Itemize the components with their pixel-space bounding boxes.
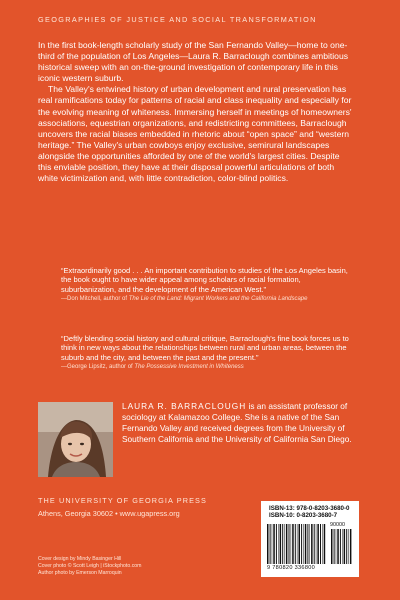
barcode-bar — [317, 524, 319, 564]
author-portrait-illustration — [38, 402, 113, 477]
credit-line: Author photo by Emerson Marroquin — [38, 570, 122, 576]
barcode-bar — [267, 524, 269, 564]
barcode-bar — [340, 529, 341, 564]
barcode-bar — [278, 524, 279, 564]
quote-attribution-prefix: —Don Mitchell, author of — [61, 295, 128, 302]
barcode-digits: 9 780820 336800 — [267, 565, 316, 571]
barcode-bar — [310, 524, 311, 564]
barcode-bar — [314, 524, 315, 564]
barcode-bar — [337, 529, 339, 564]
barcode-bar — [336, 529, 337, 564]
quote-attribution — [61, 295, 357, 303]
quote-attribution-book: The Possessive Investment in Whiteness — [134, 363, 244, 370]
publisher-address: Athens, Georgia 30602 • www.ugapress.org — [38, 509, 180, 518]
book-description — [38, 40, 354, 184]
barcode-bar — [299, 524, 301, 564]
isbn-13: ISBN-13: 978-0-8203-3680-0 — [269, 505, 350, 512]
barcode-bar — [331, 529, 333, 564]
endorsement-quote-2 — [61, 334, 357, 371]
barcode-bar — [295, 524, 296, 564]
barcode-bar — [301, 524, 302, 564]
barcode-bar — [280, 524, 282, 564]
barcode-bar — [291, 524, 292, 564]
barcode-bar — [320, 524, 321, 564]
quote-attribution — [61, 363, 357, 371]
author-name: LAURA R. BARRACLOUGH — [122, 401, 247, 411]
barcode-bar — [297, 524, 298, 564]
barcode-bar — [307, 524, 308, 564]
barcode-bar — [348, 529, 349, 564]
barcode-bar — [292, 524, 294, 564]
barcode-bar — [346, 529, 347, 564]
barcode-bar — [272, 524, 273, 564]
barcode-bar — [273, 524, 275, 564]
cover-credits — [38, 556, 198, 577]
barcode-bar — [334, 529, 335, 564]
price-addon-number: 90000 — [330, 522, 345, 528]
series-title: GEOGRAPHIES OF JUSTICE AND SOCIAL TRANSFORMATION — [38, 15, 317, 24]
quote-text: “Extraordinarily good . . . An important contribution to studies of the Los Angeles basin, the book ought to have wider appeal among scholars of racial formation, suburbanization, and the development of the American West.” — [61, 266, 348, 294]
author-bio — [122, 401, 356, 445]
barcode-bar — [270, 524, 271, 564]
isbn-barcode-block — [261, 501, 359, 577]
barcode-bar — [305, 524, 307, 564]
credit-line: Cover photo © Scott Leigh | iStockphoto.com — [38, 563, 142, 569]
addon-barcode-icon — [331, 529, 353, 564]
barcode-bar — [350, 529, 352, 564]
barcode-bar — [289, 524, 290, 564]
isbn-10: ISBN-10: 0-8203-3680-7 — [269, 512, 338, 519]
barcode-bar — [284, 524, 285, 564]
publisher-name: THE UNIVERSITY OF GEORGIA PRESS — [38, 496, 207, 505]
barcode-bar — [344, 529, 346, 564]
author-photo — [38, 402, 113, 477]
quote-attribution-prefix: —George Lipsitz, author of — [61, 363, 133, 370]
author-bio-text: is an assistant professor of sociology at Kalamazoo College. She is a native of the San Fernando Valley and received degrees from the University of Southern California and the University of California San Diego. — [122, 401, 352, 444]
barcode-bar — [342, 529, 343, 564]
endorsement-quote-1 — [61, 266, 357, 303]
barcode-bar — [286, 524, 288, 564]
barcode-bar — [276, 524, 277, 564]
barcode-bar — [316, 524, 317, 564]
barcode-bar — [311, 524, 313, 564]
barcode-bar — [322, 524, 323, 564]
credit-line: Cover design by Mindy Basinger Hill — [38, 556, 122, 562]
description-paragraph-1: In the first book-length scholarly study of the San Fernando Valley—home to one-third of the population of Los Angeles—Laura R. Barraclough combines ambitious historical sweep with an on-the-ground investigation of contemporary life in this iconic western suburb. — [38, 40, 349, 84]
barcode-icon — [267, 524, 327, 564]
description-paragraph-2: The Valley's entwined history of urban development and rural preservation has real ramifications today for patterns of racial and class inequality and especially for the evolving meaning of whiteness. Immersing herself in meetings of homeowners' associations, equestrian organizations, and redistricting committees, Barraclough uncovers the racial biases embedded in rhetoric about “open space” and “western heritage.” The Valley's urban cowboys enjoy exclusive, semirural landscapes alongside the opportunities afforded by one of the world's largest cities. Despite this enviable position, they have at their disposal powerful articulations of both white victimization and, with little contradiction, color-blind politics. — [38, 84, 352, 184]
barcode-bar — [303, 524, 304, 564]
quote-text: “Deftly blending social history and cultural critique, Barraclough's fine book forces us to think in new ways about the relationships between rural and urban areas, between the suburb and the city, and between the past and the present.” — [61, 334, 349, 362]
quote-attribution-book: The Lie of the Land: Migrant Workers and the California Landscape — [128, 295, 308, 302]
barcode-bar — [324, 524, 326, 564]
barcode-bar — [282, 524, 283, 564]
